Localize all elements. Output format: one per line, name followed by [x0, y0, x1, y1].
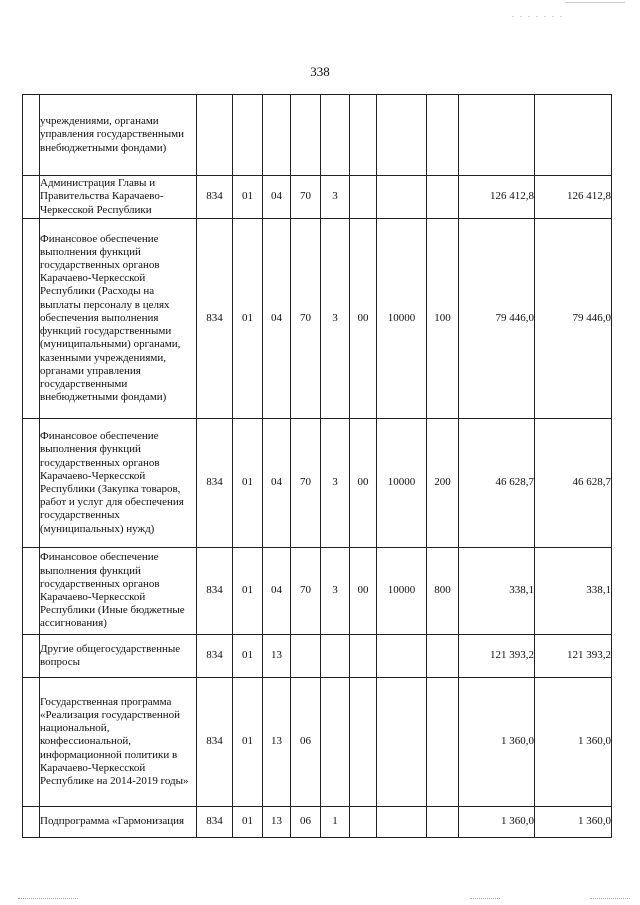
table-row [23, 678, 612, 807]
cell-code-4 [377, 635, 427, 678]
cell-code-2 [321, 678, 350, 807]
cell-code-2: 3 [321, 548, 350, 635]
cell-sum-2: 46 628,7 [535, 419, 612, 548]
row-name: Администрация Главы и Правительства Карачаево-Черкесской Республики [40, 176, 197, 219]
cell-code-1: 70 [291, 219, 321, 419]
cell-pr [263, 95, 291, 176]
cell-code-4 [377, 176, 427, 219]
cell-code-2: 1 [321, 807, 350, 838]
cell-code-1: 70 [291, 176, 321, 219]
cell-ved: 834 [197, 678, 233, 807]
cell-code-4: 10000 [377, 548, 427, 635]
cell-code-2: 3 [321, 219, 350, 419]
cell-sum-1: 79 446,0 [459, 219, 535, 419]
cell-code-1: 06 [291, 678, 321, 807]
spacer-cell [23, 95, 40, 176]
cell-rz: 01 [233, 219, 263, 419]
cell-code-3 [350, 807, 377, 838]
cell-code-1: 70 [291, 419, 321, 548]
cell-pr: 13 [263, 807, 291, 838]
table-row [23, 635, 612, 678]
cell-pr: 04 [263, 219, 291, 419]
cell-ved: 834 [197, 807, 233, 838]
table-row [23, 219, 612, 419]
cell-code-2 [321, 95, 350, 176]
page-number: 338 [310, 64, 330, 79]
scan-bottom-marks [0, 898, 640, 902]
table-row [23, 807, 612, 838]
cell-pr: 04 [263, 548, 291, 635]
cell-ved [197, 95, 233, 176]
spacer-cell [23, 635, 40, 678]
cell-pr: 04 [263, 419, 291, 548]
cell-code-4: 10000 [377, 419, 427, 548]
row-name: Финансовое обеспечение выполнения функций государственных органов Карачаево-Черкесской Республики (Закупка товаров, работ и услуг для обеспечения государственных (муниципальных) нужд) [40, 419, 197, 548]
cell-code-2: 3 [321, 419, 350, 548]
cell-code-3: 00 [350, 548, 377, 635]
cell-sum-2: 1 360,0 [535, 807, 612, 838]
cell-code-1 [291, 95, 321, 176]
cell-code-3: 00 [350, 219, 377, 419]
table-row [23, 176, 612, 219]
row-name: Другие общегосударственные вопросы [40, 635, 197, 678]
cell-sum-1: 338,1 [459, 548, 535, 635]
cell-code-3 [350, 635, 377, 678]
table-row [23, 548, 612, 635]
cell-code-4 [377, 95, 427, 176]
cell-ved: 834 [197, 219, 233, 419]
cell-sum-2: 126 412,8 [535, 176, 612, 219]
cell-rz: 01 [233, 807, 263, 838]
cell-vr [427, 678, 459, 807]
spacer-cell [23, 176, 40, 219]
row-name: Подпрограмма «Гармонизация [40, 807, 197, 838]
cell-sum-1 [459, 95, 535, 176]
cell-sum-1: 121 393,2 [459, 635, 535, 678]
cell-sum-2: 338,1 [535, 548, 612, 635]
cell-rz: 01 [233, 419, 263, 548]
cell-pr: 13 [263, 635, 291, 678]
scan-noise: . . . . . . . [512, 10, 564, 19]
cell-vr [427, 95, 459, 176]
cell-code-4: 10000 [377, 219, 427, 419]
cell-sum-1: 126 412,8 [459, 176, 535, 219]
cell-vr: 200 [427, 419, 459, 548]
cell-code-1 [291, 635, 321, 678]
cell-code-4 [377, 678, 427, 807]
cell-pr: 04 [263, 176, 291, 219]
cell-pr: 13 [263, 678, 291, 807]
cell-rz: 01 [233, 548, 263, 635]
row-name: Финансовое обеспечение выполнения функций государственных органов Карачаево-Черкесской Республики (Расходы на выплаты персоналу в целях обеспечения выполнения функций государственными (муниципальными) органами, казенными учреждениями, органами управления государственными внебюджетными фондами) [40, 219, 197, 419]
cell-vr: 100 [427, 219, 459, 419]
cell-code-3: 00 [350, 419, 377, 548]
cell-code-3 [350, 95, 377, 176]
cell-vr [427, 176, 459, 219]
spacer-cell [23, 219, 40, 419]
cell-ved: 834 [197, 176, 233, 219]
spacer-cell [23, 807, 40, 838]
cell-code-1: 06 [291, 807, 321, 838]
cell-sum-2: 121 393,2 [535, 635, 612, 678]
cell-sum-2: 1 360,0 [535, 678, 612, 807]
row-name: учреждениями, органами управления государственными внебюджетными фондами) [40, 95, 197, 176]
cell-ved: 834 [197, 548, 233, 635]
cell-vr [427, 635, 459, 678]
cell-sum-1: 1 360,0 [459, 678, 535, 807]
cell-code-3 [350, 176, 377, 219]
scan-edge-mark [565, 2, 625, 3]
row-name: Государственная программа «Реализация государственной национальной, конфессиональной, информационной политики в Карачаево-Черкесской Республике на 2014-2019 годы» [40, 678, 197, 807]
cell-vr: 800 [427, 548, 459, 635]
cell-sum-2: 79 446,0 [535, 219, 612, 419]
cell-sum-1: 1 360,0 [459, 807, 535, 838]
spacer-cell [23, 419, 40, 548]
cell-vr [427, 807, 459, 838]
cell-sum-2 [535, 95, 612, 176]
cell-rz: 01 [233, 176, 263, 219]
spacer-cell [23, 548, 40, 635]
cell-ved: 834 [197, 635, 233, 678]
cell-code-4 [377, 807, 427, 838]
budget-table [22, 94, 612, 838]
cell-rz [233, 95, 263, 176]
cell-rz: 01 [233, 635, 263, 678]
cell-code-2 [321, 635, 350, 678]
cell-ved: 834 [197, 419, 233, 548]
table-row [23, 419, 612, 548]
cell-code-3 [350, 678, 377, 807]
table-row [23, 95, 612, 176]
cell-sum-1: 46 628,7 [459, 419, 535, 548]
spacer-cell [23, 678, 40, 807]
row-name: Финансовое обеспечение выполнения функций государственных органов Карачаево-Черкесской Республики (Иные бюджетные ассигнования) [40, 548, 197, 635]
cell-code-2: 3 [321, 176, 350, 219]
cell-rz: 01 [233, 678, 263, 807]
cell-code-1: 70 [291, 548, 321, 635]
